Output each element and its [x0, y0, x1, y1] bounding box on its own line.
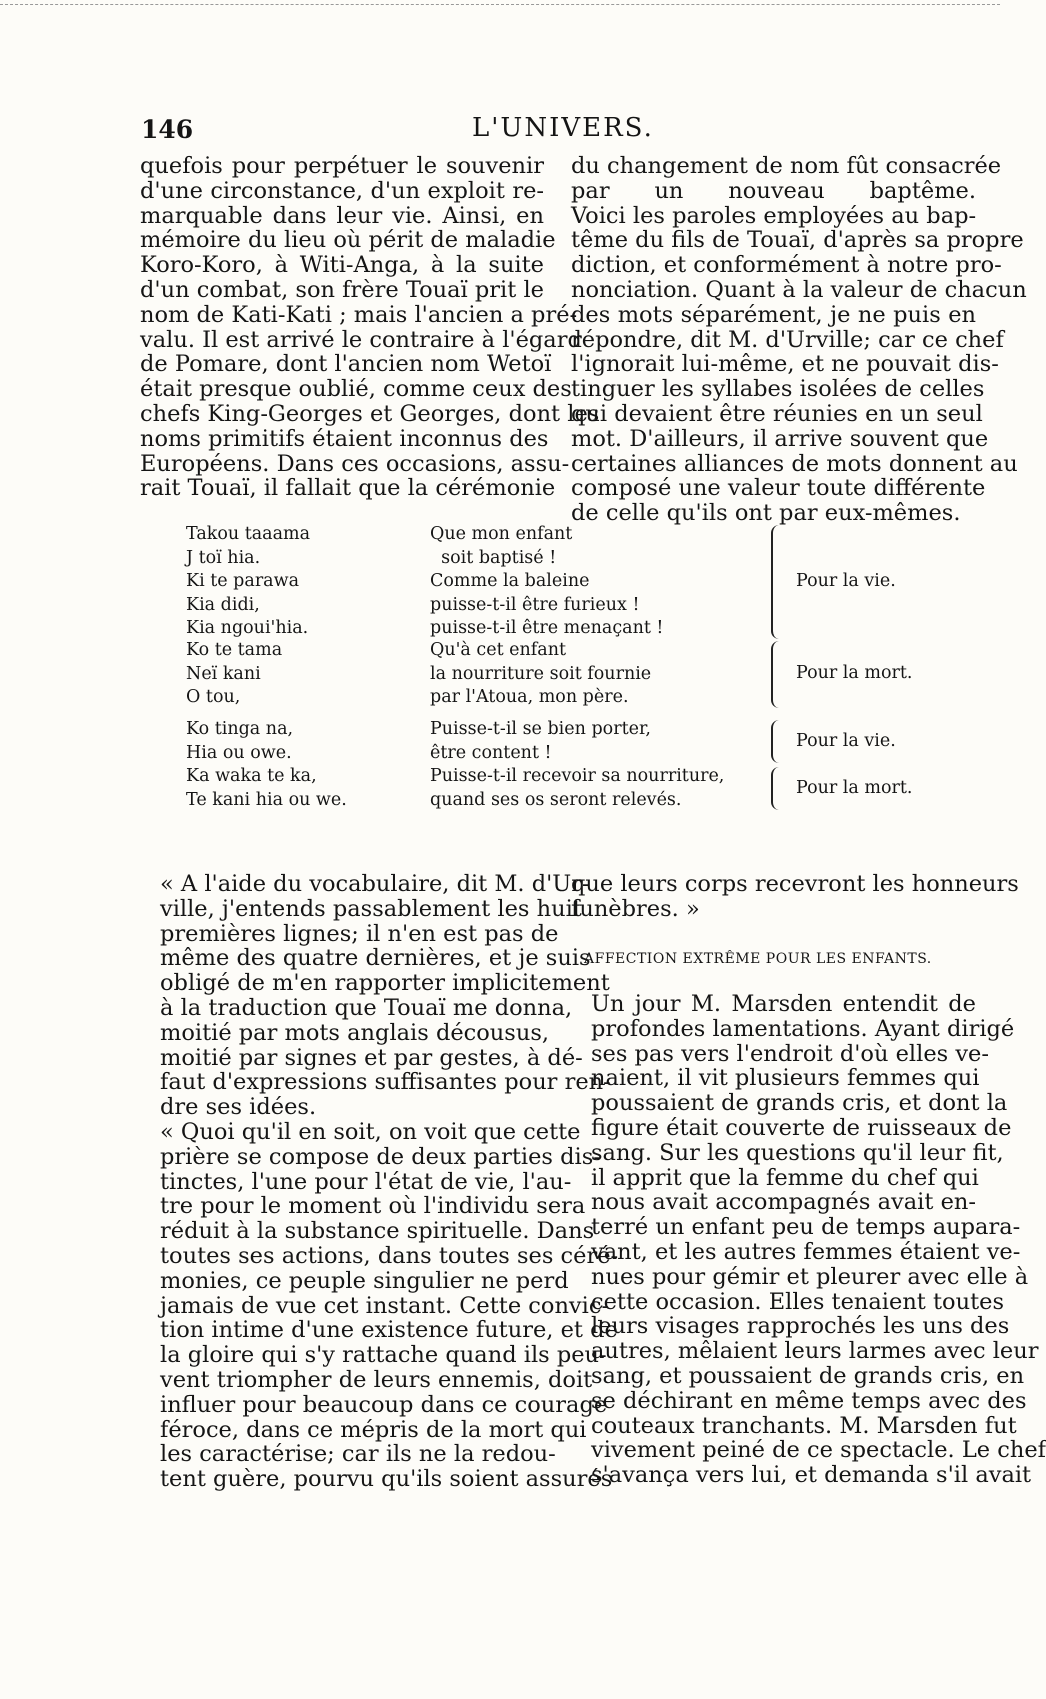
text-line: figure était couverte de ruisseaux de	[591, 1114, 1012, 1141]
french-translation	[430, 718, 651, 765]
text-line: Européens. Dans ces occasions, assu-	[140, 450, 570, 477]
text-line: sang, et poussaient de grands cris, en	[591, 1362, 1025, 1389]
text-line: par un nouveau baptême.	[571, 177, 976, 204]
text-line: influer pour beaucoup dans ce courage	[160, 1391, 608, 1418]
verse-line: Puisse-t-il se bien porter,	[430, 719, 651, 739]
text-line: noms primitifs étaient inconnus des	[140, 425, 549, 452]
text-line: diction, et conformément à notre pro-	[571, 252, 1002, 279]
text-line: s'avança vers lui, et demanda s'il avait	[591, 1462, 1032, 1489]
text-line: qui devaient être réunies en un seul	[571, 400, 983, 427]
verse-line: Ka waka te ka,	[186, 766, 317, 786]
verse-line: Ko tinga na,	[186, 719, 294, 739]
text-line: valu. Il est arrivé le contraire à l'égard	[140, 326, 582, 353]
brace-bracket	[771, 525, 781, 639]
text-line: tent guère, pourvu qu'ils soient assurés	[160, 1466, 613, 1493]
text-line: dre ses idées.	[160, 1094, 317, 1121]
text-line: funèbres. »	[571, 895, 700, 922]
verse-line: Hia ou owe.	[186, 742, 292, 763]
verse-line: Puisse-t-il recevoir sa nourriture,	[430, 766, 725, 786]
text-line: rait Touaï, il fallait que la cérémonie	[140, 475, 556, 502]
text-line: quefois pour perpétuer le souvenir	[140, 153, 544, 179]
text-line: monies, ce peuple singulier ne perd	[160, 1267, 569, 1294]
text-line: naient, il vit plusieurs femmes qui	[591, 1065, 980, 1092]
text-line: ville, j'entends passablement les huit	[160, 895, 582, 922]
page-number: 146	[141, 115, 194, 144]
stanza-label: Pour la mort.	[796, 777, 913, 798]
column-left-top	[140, 153, 600, 502]
text-line: jamais de vue cet instant. Cette convic-	[160, 1292, 610, 1319]
verse-line: Comme la baleine	[430, 571, 590, 592]
text-line: que leurs corps recevront les honneurs	[571, 871, 1019, 897]
text-line: vivement peiné de ce spectacle. Le chef	[591, 1437, 1046, 1464]
text-line: féroce, dans ce mépris de la mort qui	[160, 1416, 587, 1443]
running-title: L'UNIVERS.	[472, 113, 654, 143]
verse-line: Qu'à cet enfant	[430, 640, 567, 660]
text-line: Koro-Koro, à Witi-Anga, à la suite	[140, 252, 544, 279]
french-translation	[430, 639, 651, 710]
text-line: « Quoi qu'il en soit, on voit que cette	[160, 1118, 581, 1145]
text-line: à la traduction que Touaï me donna,	[160, 994, 573, 1021]
verse-line: Kia didi,	[186, 594, 260, 615]
text-line: profondes lamentations. Ayant dirigé	[591, 1015, 1015, 1042]
paragraph	[571, 991, 1046, 1489]
maori-verse	[186, 639, 282, 710]
text-line: tinguer les syllabes isolées de celles	[571, 376, 985, 403]
text-line: Voici les paroles employées au bap-	[571, 202, 977, 229]
text-line: marquable dans leur vie. Ainsi, en	[140, 202, 544, 229]
text-line: couteaux tranchants. M. Marsden fut	[591, 1412, 1017, 1439]
text-line: certaines alliances de mots donnent au	[571, 450, 1018, 477]
text-line: répondre, dit M. d'Urville; car ce chef	[571, 326, 1004, 353]
verse-line: Kia ngoui'hia.	[186, 618, 309, 639]
text-line: « A l'aide du vocabulaire, dit M. d'Ur-	[160, 871, 590, 897]
maori-verse	[186, 718, 293, 765]
paragraph	[140, 153, 600, 502]
column-left-bottom	[140, 871, 619, 1493]
verse-line: Que mon enfant	[430, 524, 573, 544]
text-line: chefs King-Georges et Georges, dont les	[140, 400, 600, 427]
verse-line: J toï hia.	[186, 547, 261, 568]
text-line: la gloire qui s'y rattache quand ils peu-	[160, 1342, 607, 1369]
french-translation	[430, 765, 724, 812]
text-line: sang. Sur les questions qu'il leur fit,	[591, 1139, 1004, 1166]
verse-line: quand ses os seront relevés.	[430, 789, 682, 810]
text-line: était presque oublié, comme ceux des	[140, 376, 572, 403]
paragraph	[571, 153, 1027, 527]
text-line: cette occasion. Elles tenaient toutes	[591, 1288, 1004, 1315]
text-line: autres, mêlaient leurs larmes avec leur	[591, 1338, 1039, 1365]
text-line: tême du fils de Touaï, d'après sa propre	[571, 227, 1024, 254]
verse-line: Te kani hia ou we.	[186, 789, 347, 810]
text-line: vent triompher de leurs ennemis, doit	[160, 1366, 593, 1393]
verse-line: soit baptisé !	[430, 547, 557, 568]
text-line: vant, et les autres femmes étaient ve-	[591, 1238, 1021, 1265]
text-line: mot. D'ailleurs, il arrive souvent que	[571, 425, 989, 452]
text-line: Un jour M. Marsden entendit de	[591, 991, 976, 1017]
text-line: composé une valeur toute différente	[571, 475, 986, 502]
maori-verse	[186, 765, 347, 812]
text-line: prière se compose de deux parties dis-	[160, 1143, 601, 1170]
text-line: l'ignorait lui-même, et ne pouvait dis-	[571, 351, 999, 378]
paragraph	[571, 871, 1019, 922]
stanza-label: Pour la mort.	[796, 663, 913, 684]
text-line: de celle qu'ils ont par eux-mêmes.	[571, 500, 961, 527]
french-translation	[430, 523, 663, 641]
verse-line: Neï kani	[186, 663, 261, 684]
text-line: nues pour gémir et pleurer avec elle à	[591, 1263, 1029, 1290]
text-line: d'un combat, son frère Touaï prit le	[140, 276, 544, 303]
stanza-label: Pour la vie.	[796, 571, 896, 591]
column-right-bottom	[571, 991, 1046, 1489]
text-line: tre pour le moment où l'individu sera	[160, 1193, 586, 1220]
text-line: faut d'expressions suffisantes pour ren-	[160, 1069, 611, 1096]
brace-bracket	[771, 641, 781, 708]
text-line: leurs visages rapprochés les uns des	[591, 1313, 1010, 1340]
verse-line: Ko te tama	[186, 640, 283, 660]
text-line: tion intime d'une existence future, et de	[160, 1317, 618, 1344]
verse-line: puisse-t-il être menaçant !	[430, 618, 664, 639]
text-line: les caractérise; car ils ne la redou-	[160, 1441, 556, 1468]
text-line: terré un enfant peu de temps aupara-	[591, 1214, 1021, 1241]
verse-line: puisse-t-il être furieux !	[430, 594, 640, 615]
text-line: tinctes, l'une pour l'état de vie, l'au-	[160, 1168, 572, 1195]
text-line: ses pas vers l'endroit d'où elles ve-	[591, 1040, 989, 1067]
text-line: du changement de nom fût consacrée	[571, 153, 1002, 179]
verse-line: O tou,	[186, 687, 241, 708]
text-line: toutes ses actions, dans toutes ses céré-	[160, 1242, 619, 1269]
stanza-label: Pour la vie.	[796, 730, 896, 751]
text-line: obligé de m'en rapporter implicitement	[160, 970, 610, 997]
top-edge-rule	[0, 4, 1000, 5]
text-line: réduit à la substance spirituelle. Dans	[160, 1218, 595, 1245]
brace-bracket	[771, 767, 781, 810]
verse-line: Ki te parawa	[186, 571, 300, 592]
maori-verse	[186, 523, 310, 641]
text-line: nous avait accompagnés avait en-	[591, 1189, 976, 1216]
section-heading: AFFECTION EXTRÊME POUR LES ENFANTS.	[584, 951, 932, 967]
text-line: des mots séparément, je ne puis en	[571, 301, 976, 328]
text-line: nom de Kati-Kati ; mais l'ancien a pré-	[140, 301, 578, 328]
text-line: d'une circonstance, d'un exploit re-	[140, 177, 544, 204]
text-line: nonciation. Quant à la valeur de chacun	[571, 276, 1027, 303]
brace-bracket	[771, 720, 781, 763]
paragraph	[140, 871, 611, 1121]
paragraph	[140, 1118, 619, 1493]
text-line: mémoire du lieu où périt de maladie	[140, 227, 556, 254]
text-line: se déchirant en même temps avec des	[591, 1387, 1027, 1414]
verse-line: être content !	[430, 742, 552, 763]
text-line: moitié par mots anglais décousus,	[160, 1019, 550, 1046]
text-line: même des quatre dernières, et je suis	[160, 945, 591, 972]
column-right-bottom-continuation	[571, 871, 1019, 922]
verse-line: la nourriture soit fournie	[430, 663, 652, 684]
text-line: de Pomare, dont l'ancien nom Wetoï	[140, 351, 552, 378]
verse-line: par l'Atoua, mon père.	[430, 687, 629, 708]
verse-line: Takou taaama	[186, 524, 311, 544]
text-line: poussaient de grands cris, et dont la	[591, 1090, 1008, 1117]
column-right-top	[571, 153, 1027, 527]
text-line: premières lignes; il n'en est pas de	[160, 920, 559, 947]
text-line: moitié par signes et par gestes, à dé-	[160, 1044, 583, 1071]
text-line: il apprit que la femme du chef qui	[591, 1164, 979, 1191]
